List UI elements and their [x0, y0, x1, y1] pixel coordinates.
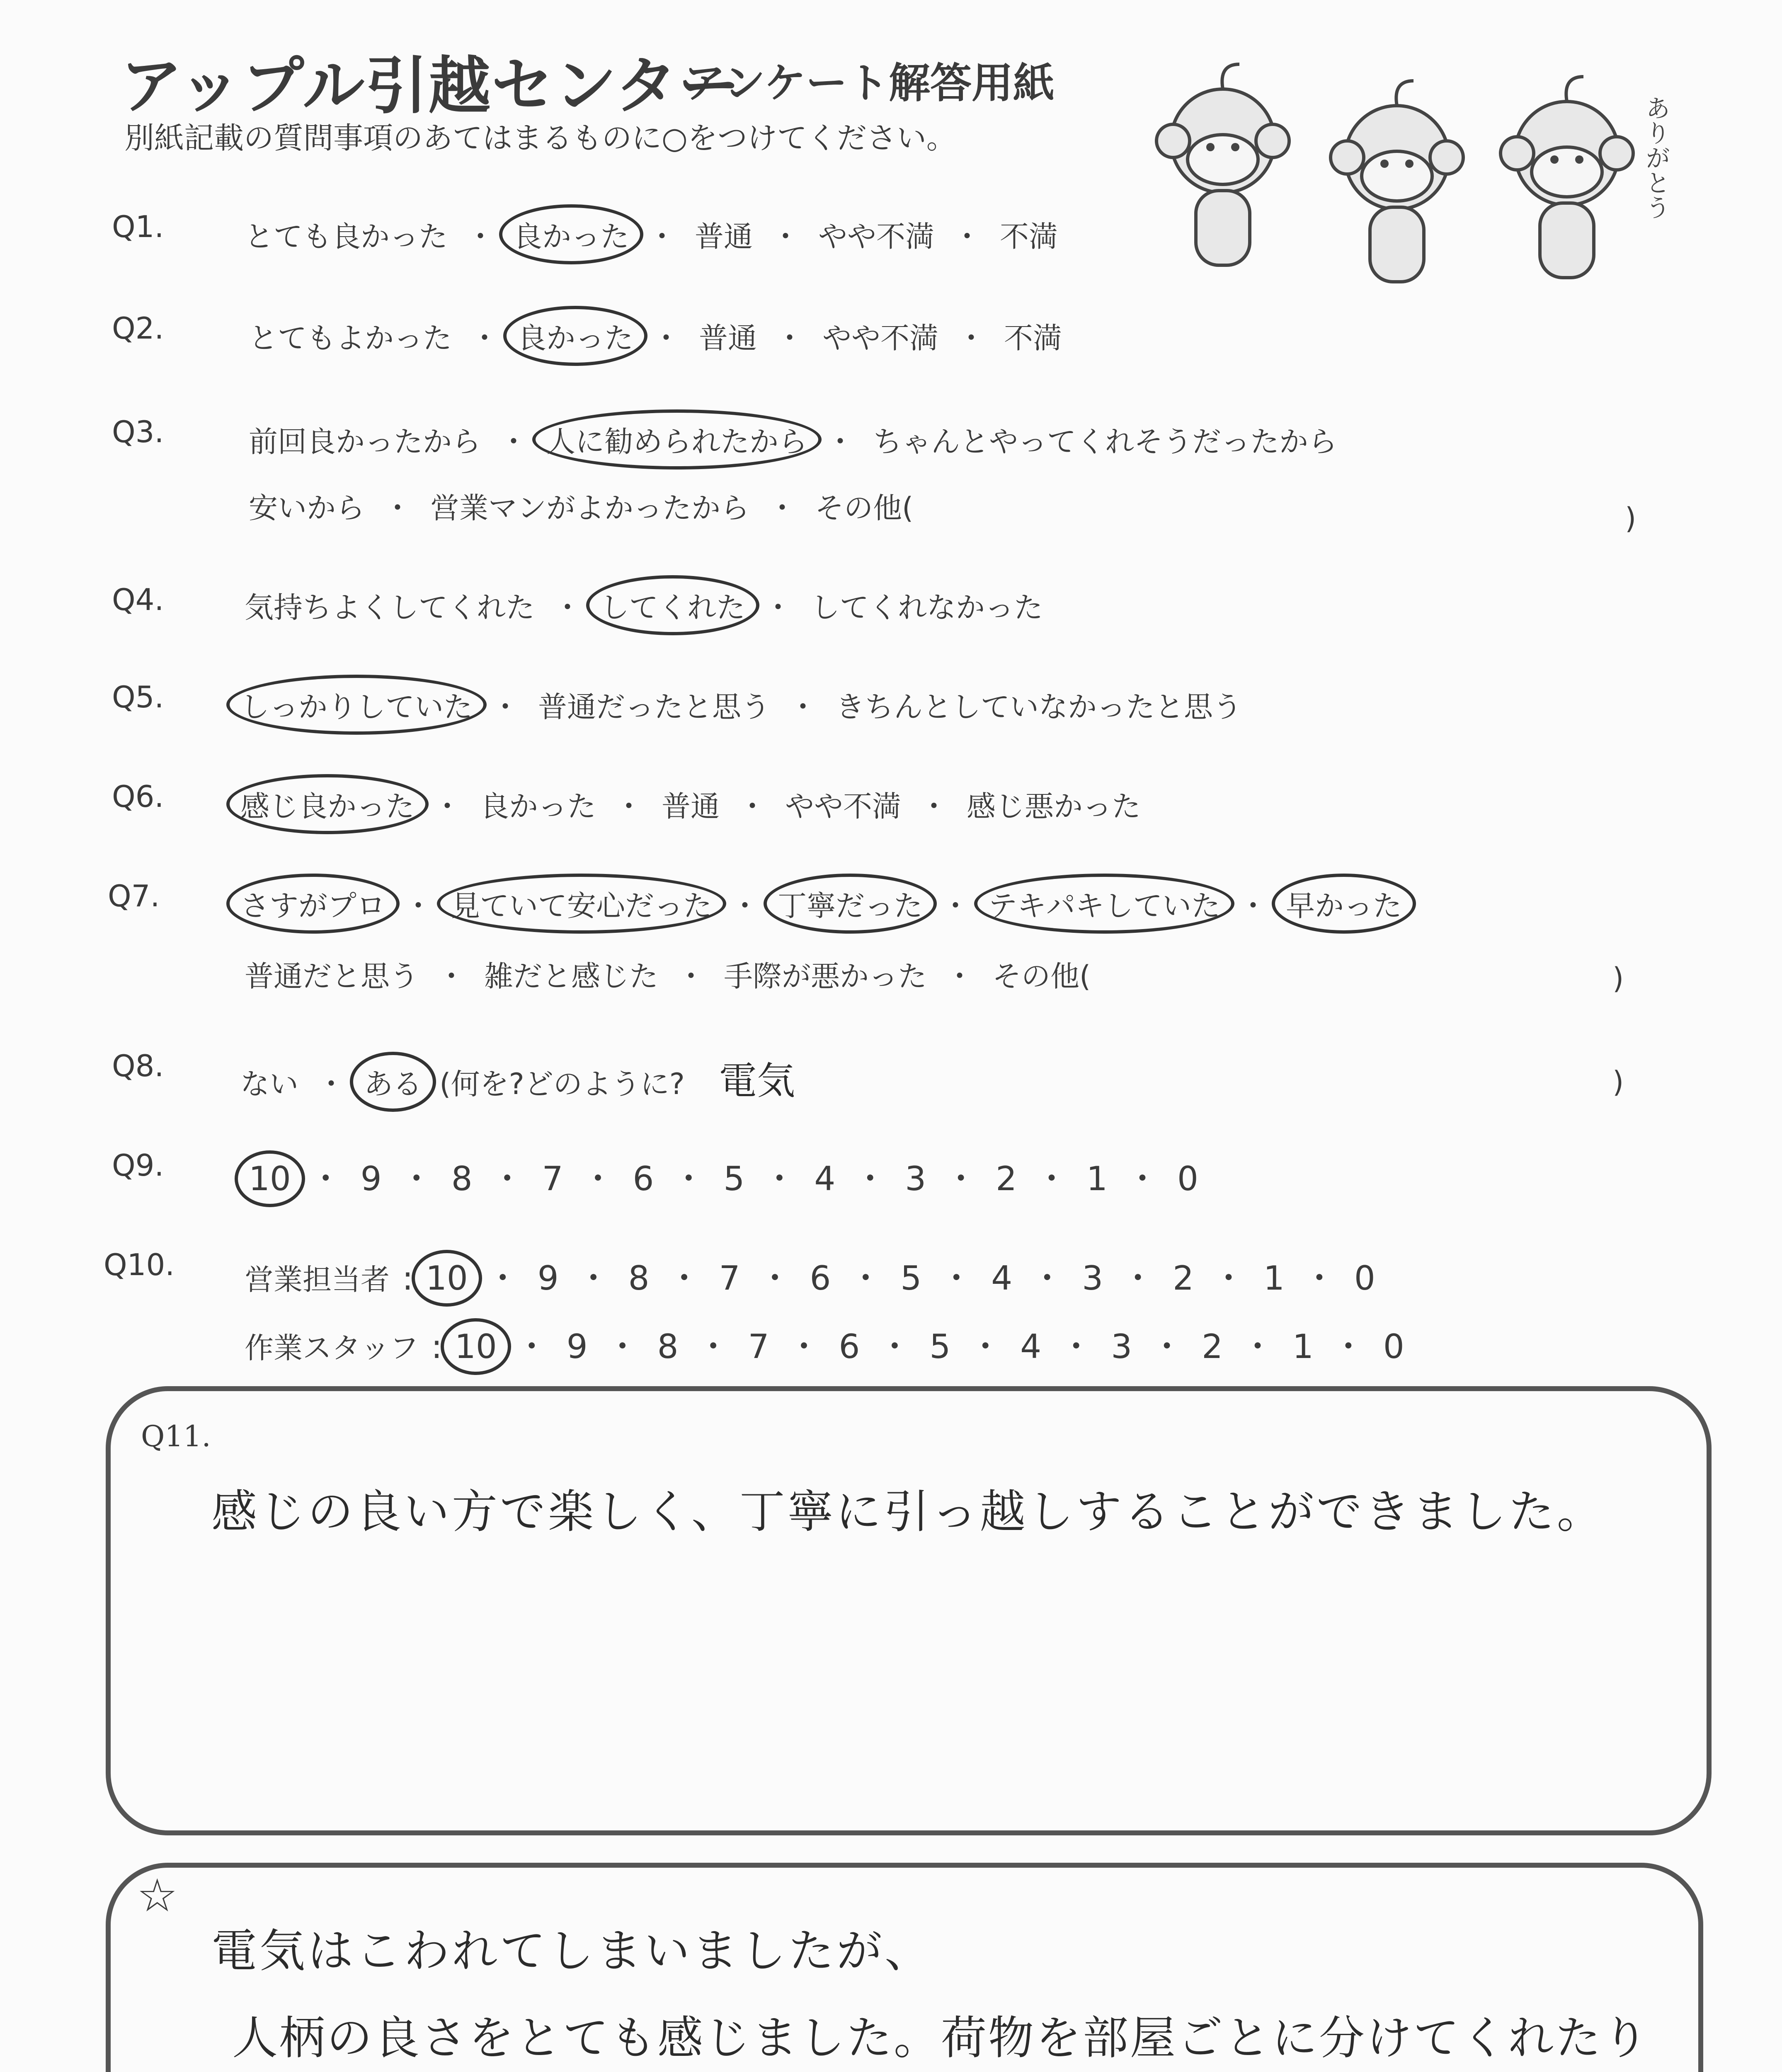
q8-options: ない ・ ある (何を?どのように? 電気 — [240, 1059, 795, 1103]
q8-label: Q8. — [112, 1048, 164, 1083]
q6-options: 感じ良かった ・ 良かった ・ 普通 ・ やや不満 ・ 感じ悪かった — [240, 783, 1141, 825]
q2-option-1[interactable]: とてもよかった — [249, 321, 452, 355]
q9-score-1[interactable]: 1 — [1086, 1159, 1108, 1198]
q10-sales-score-8[interactable]: 8 — [628, 1259, 650, 1297]
mascot-caption: ありがとう — [1641, 95, 1670, 220]
q9-score-7[interactable]: 7 — [542, 1159, 563, 1198]
q11-answer[interactable]: 感じの良い方で楽しく、丁寧に引っ越しすることができました。 — [211, 1485, 1605, 1538]
q1-options: とても良かった ・ 良かった ・ 普通 ・ やや不満 ・ 不満 — [245, 213, 1058, 255]
q3-option-1[interactable]: 前回良かったから — [249, 425, 481, 459]
q3-option-5[interactable]: 営業マンがよかったから — [430, 491, 749, 525]
q10-sales-score-10[interactable]: 10 — [425, 1259, 468, 1297]
q10-sales-name: 営業担当者 — [245, 1263, 390, 1297]
q3-option-4[interactable]: 安いから — [249, 491, 365, 525]
q10-sales-score-1[interactable]: 1 — [1263, 1259, 1285, 1297]
q10-staff-score-9[interactable]: 9 — [566, 1327, 588, 1366]
q1-option-5[interactable]: 不満 — [1000, 220, 1058, 254]
q7-option-3[interactable]: 丁寧だった — [778, 883, 923, 925]
q6-option-5[interactable]: 感じ悪かった — [967, 789, 1141, 823]
q1-label: Q1. — [112, 209, 164, 244]
q6-option-2[interactable]: 良かった — [480, 789, 596, 823]
q7-option-8[interactable]: 手際が悪かった — [724, 959, 927, 993]
form-subtitle: アンケート解答用紙 — [684, 59, 1055, 107]
q3-option-6[interactable]: その他( — [815, 491, 914, 525]
q3-option-2[interactable]: 人に勧められたから — [546, 419, 807, 460]
q4-option-3[interactable]: してくれなかった — [811, 591, 1043, 625]
q9-score-6[interactable]: 6 — [633, 1159, 654, 1198]
comment-line-2[interactable]: 人柄の良さをとても感じました。荷物を部屋ごとに分けてくれたり — [232, 2011, 1650, 2065]
q3-option-3[interactable]: ちゃんとやってくれそうだったから — [873, 425, 1337, 459]
q8-option-1[interactable]: ない — [240, 1067, 298, 1101]
mascot-illustration — [1152, 58, 1700, 290]
q2-option-2[interactable]: 良かった — [517, 315, 633, 357]
q6-option-4[interactable]: やや不満 — [785, 789, 901, 823]
q5-option-2[interactable]: 普通だったと思う — [538, 690, 770, 724]
q7-option-6[interactable]: 普通だと思う — [245, 959, 419, 993]
q10-row-sales: 営業担当者 : 10 ・ 9 ・ 8 ・ 7 ・ 6 ・ 5 ・ 4 ・ 3 ・ 2 ・ 1 ・ 0 — [245, 1259, 1375, 1297]
q10-staff-score-8[interactable]: 8 — [657, 1327, 679, 1366]
q10-sales-score-5[interactable]: 5 — [900, 1259, 922, 1297]
q7-options-line2: 普通だと思う ・ 雑だと感じた ・ 手際が悪かった ・ その他( — [245, 953, 1091, 995]
q10-row-staff: 作業スタッフ : 10 ・ 9 ・ 8 ・ 7 ・ 6 ・ 5 ・ 4 ・ 3 ・ 2 ・ 1 ・ 0 — [245, 1327, 1404, 1366]
q4-option-2[interactable]: してくれた — [600, 584, 745, 626]
q9-score-0[interactable]: 0 — [1177, 1159, 1198, 1198]
q11-label: Q11. — [141, 1419, 211, 1453]
q10-staff-name: 作業スタッフ — [245, 1331, 419, 1365]
q10-staff-score-0[interactable]: 0 — [1383, 1327, 1404, 1366]
q10-sales-score-0[interactable]: 0 — [1354, 1259, 1375, 1297]
q10-sales-score-3[interactable]: 3 — [1082, 1259, 1103, 1297]
q9-score-8[interactable]: 8 — [451, 1159, 473, 1198]
q5-option-3[interactable]: きちんとしていなかったと思う — [836, 690, 1242, 724]
q3-options-line2: 安いから ・ 営業マンがよかったから ・ その他( — [249, 485, 913, 527]
q7-options-line1: さすがプロ ・ 見ていて安心だった ・ 丁寧だった ・ テキパキしていた ・ 早かった — [240, 883, 1402, 925]
q7-close-paren: ) — [1612, 961, 1624, 995]
q10-staff-score-7[interactable]: 7 — [748, 1327, 769, 1366]
q9-score-9[interactable]: 9 — [360, 1159, 382, 1198]
q10-sales-score-2[interactable]: 2 — [1173, 1259, 1194, 1297]
q9-score-4[interactable]: 4 — [814, 1159, 836, 1198]
q4-options: 気持ちよくしてくれた ・ してくれた ・ してくれなかった — [245, 584, 1043, 626]
q10-staff-score-10[interactable]: 10 — [454, 1327, 497, 1366]
q9-score-3[interactable]: 3 — [905, 1159, 926, 1198]
q10-sales-score-7[interactable]: 7 — [719, 1259, 740, 1297]
comment-line-1[interactable]: 電気はこわれてしまいましたが、 — [211, 1924, 933, 1978]
q7-option-9[interactable]: その他( — [992, 959, 1091, 993]
q10-sales-score-6[interactable]: 6 — [810, 1259, 831, 1297]
q7-option-7[interactable]: 雑だと感じた — [484, 959, 658, 993]
q1-option-1[interactable]: とても良かった — [245, 220, 448, 254]
q10-staff-score-6[interactable]: 6 — [839, 1327, 860, 1366]
q1-option-3[interactable]: 普通 — [695, 220, 753, 254]
q7-option-1[interactable]: さすがプロ — [240, 883, 385, 925]
q2-options: とてもよかった ・ 良かった ・ 普通 ・ やや不満 ・ 不満 — [249, 315, 1062, 357]
q9-score-10[interactable]: 10 — [249, 1159, 291, 1198]
q1-option-4[interactable]: やや不満 — [818, 220, 934, 254]
q4-label: Q4. — [112, 582, 164, 617]
q2-label: Q2. — [112, 311, 164, 346]
q8-option-2[interactable]: ある — [364, 1061, 422, 1103]
q7-option-5[interactable]: 早かった — [1286, 883, 1402, 925]
q2-option-5[interactable]: 不満 — [1004, 321, 1062, 355]
q10-staff-score-3[interactable]: 3 — [1111, 1327, 1132, 1366]
instructions: 別紙記載の質問事項のあてはまるものに○をつけてください。 — [124, 121, 956, 155]
q3-label: Q3. — [112, 414, 164, 449]
q3-close-paren: ) — [1625, 501, 1637, 535]
q6-label: Q6. — [112, 779, 164, 814]
q10-staff-score-4[interactable]: 4 — [1020, 1327, 1042, 1366]
q10-staff-score-5[interactable]: 5 — [929, 1327, 951, 1366]
q8-answer[interactable]: 電気 — [719, 1059, 795, 1103]
q5-option-1[interactable]: しっかりしていた — [240, 684, 473, 726]
q10-staff-score-2[interactable]: 2 — [1202, 1327, 1223, 1366]
q4-option-1[interactable]: 気持ちよくしてくれた — [245, 591, 535, 625]
q10-staff-score-1[interactable]: 1 — [1292, 1327, 1314, 1366]
q10-sales-score-4[interactable]: 4 — [991, 1259, 1013, 1297]
q3-options-line1: 前回良かったから ・ 人に勧められたから ・ ちゃんとやってくれそうだったから — [249, 419, 1337, 460]
q6-option-1[interactable]: 感じ良かった — [240, 783, 415, 825]
q9-label: Q9. — [112, 1148, 164, 1183]
q8-prompt: (何を?どのように? — [439, 1067, 685, 1101]
q1-option-2[interactable]: 良かった — [513, 213, 629, 255]
q8-close-paren: ) — [1612, 1065, 1624, 1099]
q7-option-4[interactable]: テキパキしていた — [988, 883, 1220, 925]
q10-sales-score-9[interactable]: 9 — [537, 1259, 559, 1297]
q10-label: Q10. — [104, 1247, 175, 1282]
q9-score-5[interactable]: 5 — [723, 1159, 745, 1198]
q7-label: Q7. — [108, 879, 160, 913]
q9-score-2[interactable]: 2 — [996, 1159, 1017, 1198]
company-title: アップル引越センター — [120, 50, 741, 122]
star-icon: ☆ — [137, 1869, 178, 1922]
q11-box — [106, 1386, 1712, 1835]
q5-label: Q5. — [112, 680, 164, 714]
q7-option-2[interactable]: 見ていて安心だった — [451, 883, 712, 925]
q2-option-4[interactable]: やや不満 — [822, 321, 938, 355]
q2-option-3[interactable]: 普通 — [699, 321, 757, 355]
q5-options: しっかりしていた ・ 普通だったと思う ・ きちんとしていなかったと思う — [240, 684, 1242, 726]
q6-option-3[interactable]: 普通 — [662, 789, 720, 823]
q9-scale: 10 ・ 9 ・ 8 ・ 7 ・ 6 ・ 5 ・ 4 ・ 3 ・ 2 ・ 1 ・ 0 — [249, 1159, 1198, 1198]
